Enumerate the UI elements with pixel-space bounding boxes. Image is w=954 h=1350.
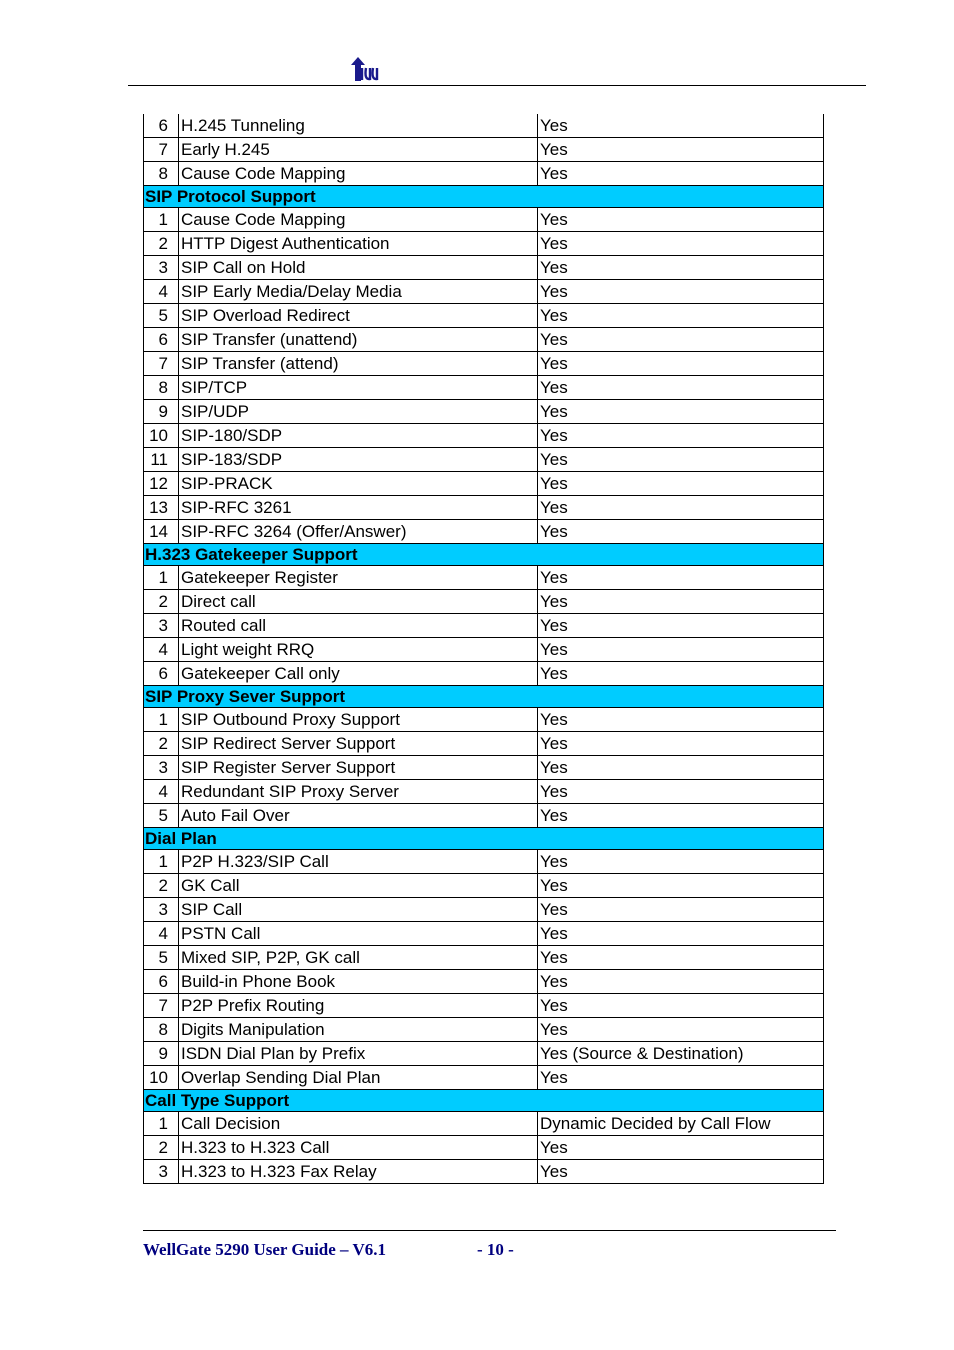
feature-support: Yes [538,376,824,400]
feature-name: Mixed SIP, P2P, GK call [179,946,538,970]
feature-support: Yes [538,970,824,994]
feature-support: Yes [538,328,824,352]
feature-support: Yes [538,304,824,328]
row-number: 2 [144,1136,179,1160]
row-number: 8 [144,162,179,186]
table-row [144,376,824,400]
table-row [144,424,824,448]
table-row [144,614,824,638]
row-number: 3 [144,756,179,780]
table-row [144,756,824,780]
feature-name: P2P H.323/SIP Call [179,850,538,874]
feature-support: Yes [538,922,824,946]
feature-support: Yes [538,232,824,256]
feature-name: SIP Call [179,898,538,922]
feature-name: SIP-PRACK [179,472,538,496]
table-row [144,590,824,614]
feature-support: Yes [538,1018,824,1042]
feature-support: Yes [538,1160,824,1184]
table-row [144,114,824,138]
row-number: 8 [144,376,179,400]
feature-support: Yes [538,114,824,138]
table-row [144,1112,824,1136]
feature-name: H.245 Tunneling [179,114,538,138]
table-row [144,1136,824,1160]
section-header-row [144,686,824,708]
feature-name: Gatekeeper Call only [179,662,538,686]
table-row [144,328,824,352]
footer-title: WellGate 5290 User Guide – V6.1 [143,1240,387,1259]
feature-support: Yes [538,732,824,756]
feature-table [143,114,824,1184]
row-number: 12 [144,472,179,496]
row-number: 5 [144,804,179,828]
row-number: 3 [144,614,179,638]
footer-rule [143,1230,836,1231]
feature-name: PSTN Call [179,922,538,946]
feature-support: Yes [538,614,824,638]
feature-support: Yes [538,138,824,162]
row-number: 7 [144,138,179,162]
feature-support: Yes [538,590,824,614]
table-row [144,1066,824,1090]
row-number: 3 [144,898,179,922]
table-row [144,970,824,994]
table-row [144,232,824,256]
table-row [144,804,824,828]
section-header-row [144,1090,824,1112]
feature-support: Yes [538,566,824,590]
table-row [144,472,824,496]
feature-name: SIP-RFC 3261 [179,496,538,520]
feature-name: SIP-180/SDP [179,424,538,448]
table-row [144,638,824,662]
table-row [144,922,824,946]
feature-support: Yes [538,1136,824,1160]
section-title: SIP Protocol Support [144,186,824,208]
row-number: 7 [144,994,179,1018]
feature-support: Yes [538,994,824,1018]
feature-support: Yes [538,162,824,186]
feature-support: Yes [538,208,824,232]
table-row [144,780,824,804]
row-number: 2 [144,732,179,756]
row-number: 7 [144,352,179,376]
feature-support: Yes [538,638,824,662]
feature-support: Yes [538,756,824,780]
feature-name: SIP Transfer (unattend) [179,328,538,352]
row-number: 2 [144,590,179,614]
row-number: 1 [144,1112,179,1136]
feature-name: H.323 to H.323 Call [179,1136,538,1160]
feature-support: Yes [538,424,824,448]
feature-name: Light weight RRQ [179,638,538,662]
row-number: 6 [144,970,179,994]
feature-name: Overlap Sending Dial Plan [179,1066,538,1090]
table-row [144,994,824,1018]
feature-support: Yes [538,898,824,922]
feature-name: Cause Code Mapping [179,162,538,186]
table-row [144,256,824,280]
feature-name: SIP Overload Redirect [179,304,538,328]
row-number: 6 [144,328,179,352]
table-row [144,874,824,898]
feature-name: Direct call [179,590,538,614]
table-row [144,138,824,162]
table-row [144,850,824,874]
section-title: Dial Plan [144,828,824,850]
feature-support: Yes [538,472,824,496]
feature-name: SIP Redirect Server Support [179,732,538,756]
feature-support: Yes [538,520,824,544]
feature-name: Gatekeeper Register [179,566,538,590]
table-row [144,946,824,970]
row-number: 4 [144,780,179,804]
feature-name: H.323 to H.323 Fax Relay [179,1160,538,1184]
section-header-row [144,828,824,850]
row-number: 2 [144,232,179,256]
feature-name: P2P Prefix Routing [179,994,538,1018]
row-number: 9 [144,400,179,424]
feature-support: Yes [538,780,824,804]
feature-name: Call Decision [179,1112,538,1136]
table-row [144,1042,824,1066]
table-row [144,732,824,756]
feature-support: Yes [538,662,824,686]
table-row [144,520,824,544]
feature-name: Routed call [179,614,538,638]
row-number: 4 [144,922,179,946]
feature-support: Yes [538,804,824,828]
arrow-up-logo-icon [349,56,379,82]
row-number: 1 [144,566,179,590]
row-number: 8 [144,1018,179,1042]
row-number: 4 [144,638,179,662]
table-row [144,208,824,232]
feature-name: Digits Manipulation [179,1018,538,1042]
table-row [144,496,824,520]
feature-name: ISDN Dial Plan by Prefix [179,1042,538,1066]
feature-name: SIP/UDP [179,400,538,424]
feature-support: Yes [538,874,824,898]
feature-name: SIP Early Media/Delay Media [179,280,538,304]
feature-support: Yes [538,946,824,970]
table-row [144,280,824,304]
feature-support: Yes [538,280,824,304]
row-number: 4 [144,280,179,304]
section-title: SIP Proxy Sever Support [144,686,824,708]
feature-name: Early H.245 [179,138,538,162]
feature-name: SIP Register Server Support [179,756,538,780]
row-number: 6 [144,662,179,686]
feature-support: Yes [538,256,824,280]
table-row [144,662,824,686]
feature-name: HTTP Digest Authentication [179,232,538,256]
table-row [144,400,824,424]
feature-name: SIP/TCP [179,376,538,400]
table-row [144,162,824,186]
row-number: 11 [144,448,179,472]
table-row [144,1160,824,1184]
feature-support: Yes [538,496,824,520]
feature-name: SIP Transfer (attend) [179,352,538,376]
table-row [144,1018,824,1042]
section-header-row [144,544,824,566]
header-rule [128,85,866,86]
feature-name: SIP-183/SDP [179,448,538,472]
feature-support: Yes [538,352,824,376]
row-number: 2 [144,874,179,898]
feature-support: Yes [538,448,824,472]
feature-name: Build-in Phone Book [179,970,538,994]
feature-support: Yes [538,400,824,424]
row-number: 5 [144,946,179,970]
table-row [144,708,824,732]
feature-name: Redundant SIP Proxy Server [179,780,538,804]
table-row [144,304,824,328]
row-number: 10 [144,424,179,448]
feature-support: Yes [538,850,824,874]
feature-name: SIP Call on Hold [179,256,538,280]
row-number: 5 [144,304,179,328]
feature-name: Auto Fail Over [179,804,538,828]
table-row [144,352,824,376]
feature-table-body [144,114,824,1184]
row-number: 6 [144,114,179,138]
row-number: 10 [144,1066,179,1090]
feature-table-container [143,114,823,1184]
feature-support: Yes (Source & Destination) [538,1042,824,1066]
table-row [144,448,824,472]
row-number: 9 [144,1042,179,1066]
feature-support: Yes [538,708,824,732]
section-header-row [144,186,824,208]
feature-name: GK Call [179,874,538,898]
row-number: 3 [144,256,179,280]
table-row [144,898,824,922]
feature-name: SIP Outbound Proxy Support [179,708,538,732]
row-number: 13 [144,496,179,520]
feature-support: Dynamic Decided by Call Flow [538,1112,824,1136]
section-title: H.323 Gatekeeper Support [144,544,824,566]
row-number: 1 [144,708,179,732]
row-number: 1 [144,208,179,232]
page-number: - 10 - [477,1240,514,1259]
feature-name: SIP-RFC 3264 (Offer/Answer) [179,520,538,544]
row-number: 14 [144,520,179,544]
feature-support: Yes [538,1066,824,1090]
table-row [144,566,824,590]
feature-name: Cause Code Mapping [179,208,538,232]
row-number: 1 [144,850,179,874]
row-number: 3 [144,1160,179,1184]
section-title: Call Type Support [144,1090,824,1112]
